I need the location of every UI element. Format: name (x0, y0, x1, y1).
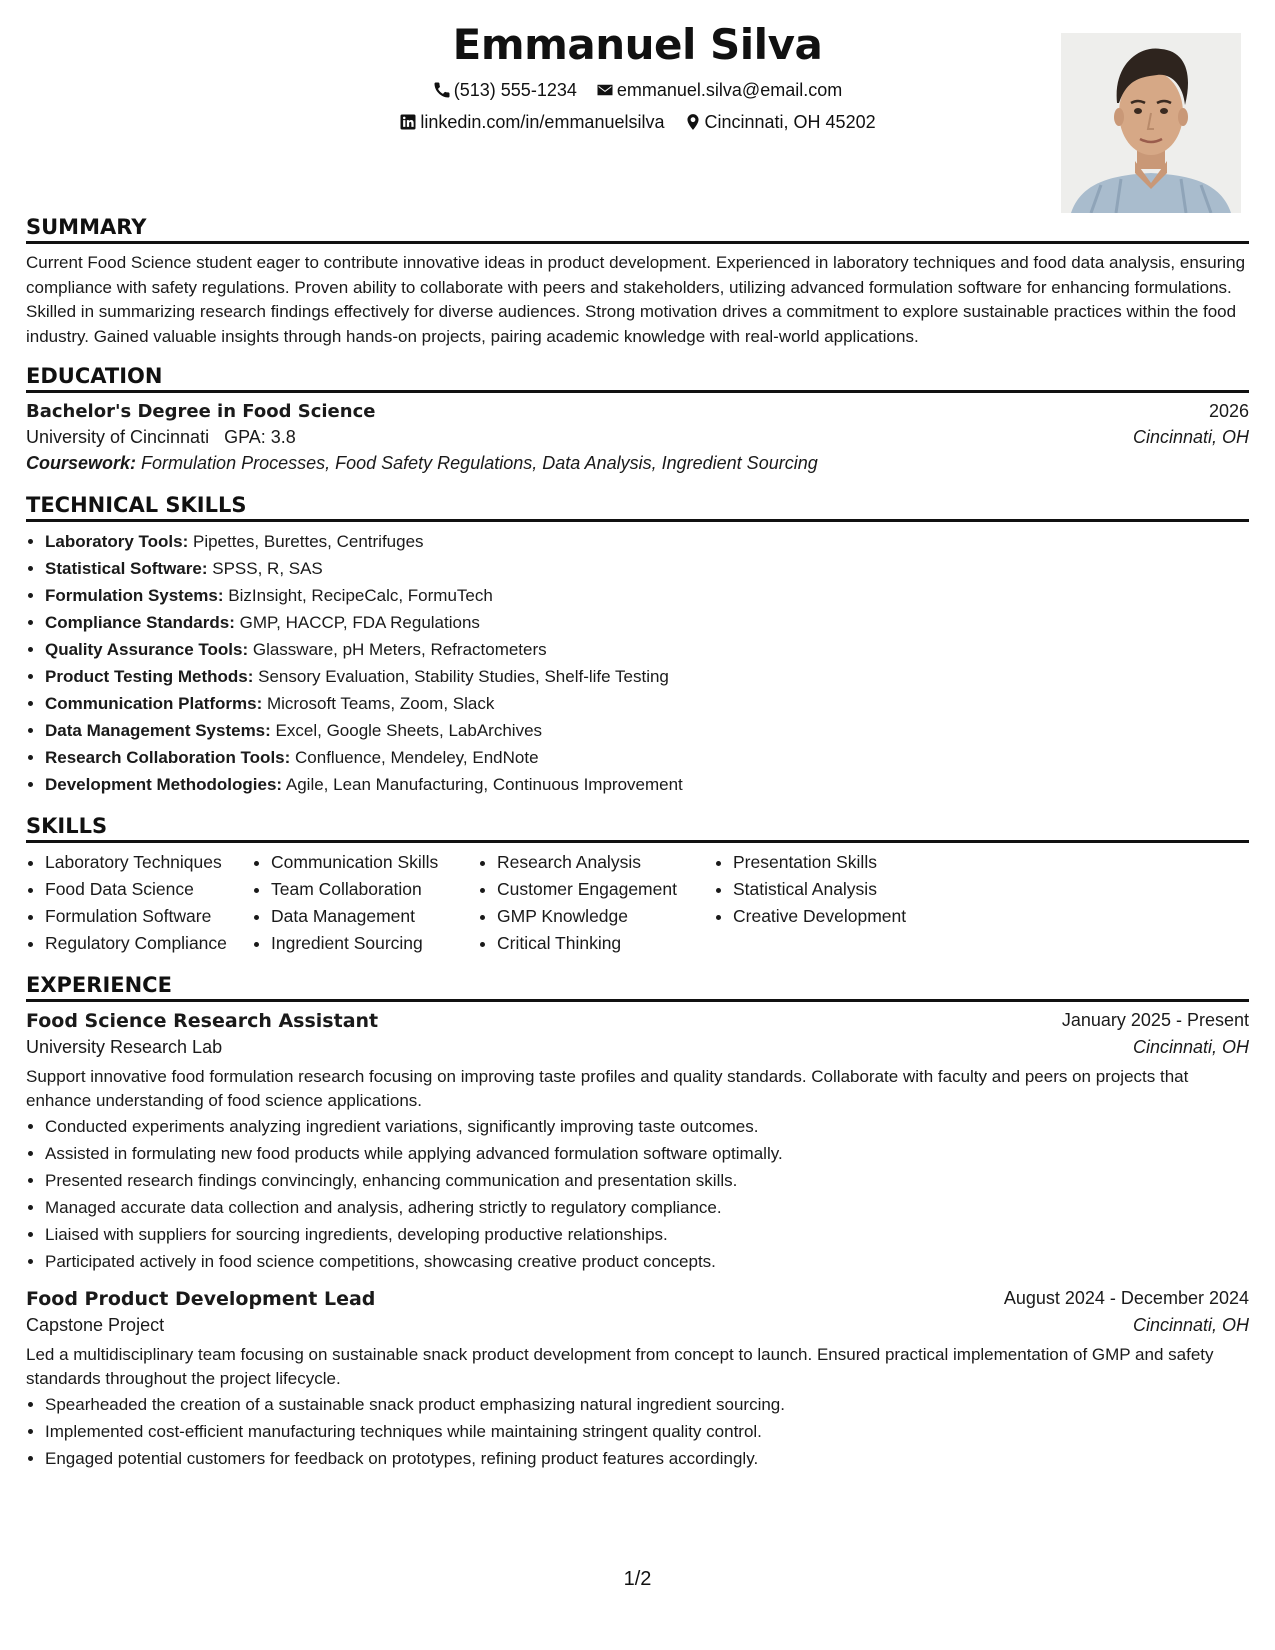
skill-value: Glassware, pH Meters, Refractometers (252, 640, 547, 659)
list-item: • Participated actively in food science competitions, showcasing creative product concepts. (45, 1248, 1249, 1275)
list-item: • Customer Engagement (497, 876, 714, 903)
profile-photo (1061, 33, 1241, 213)
list-item: • Statistical Analysis (733, 876, 963, 903)
summary-section (26, 215, 1249, 349)
job-organization: University Research Lab (26, 1037, 223, 1057)
skills-grid (26, 849, 1249, 957)
job-header-row (26, 1010, 1249, 1032)
email-text: emmanuel.silva@email.com (616, 80, 843, 100)
gpa-text: GPA: 3.8 (224, 427, 296, 447)
school-line (26, 427, 296, 448)
list-item: • Critical Thinking (497, 930, 714, 957)
degree-title: Bachelor's Degree in Food Science (26, 401, 376, 422)
skills-section (26, 814, 1249, 957)
list-item: • Presented research findings convincingly, enhancing communication and presentation skills. (45, 1167, 1249, 1194)
list-item: • Data Management (271, 903, 478, 930)
list-item: • Assisted in formulating new food products while applying advanced formulation software optimally. (45, 1140, 1249, 1167)
job-description: Led a multidisciplinary team focusing on sustainable snack product development from concept to launch. Ensured practical implementation of GMP and safety standards throughout the project lifecycle. (26, 1345, 1214, 1388)
skill-value: SPSS, R, SAS (212, 559, 323, 578)
list-item (45, 555, 1249, 582)
job-dates: January 2025 - Present (1061, 1010, 1249, 1030)
skill-value: Microsoft Teams, Zoom, Slack (266, 694, 495, 713)
education-row-1 (26, 401, 1249, 422)
list-item: • Communication Skills (271, 849, 478, 876)
resume-page (26, 0, 1249, 1650)
skill-label: Development Methodologies: (45, 775, 283, 794)
list-item: • Implemented cost-efficient manufacturing techniques while maintaining stringent quality control. (45, 1418, 1249, 1445)
education-section (26, 364, 1249, 474)
job-bullets (26, 1391, 1249, 1472)
list-item (45, 744, 1249, 771)
job-location: Cincinnati, OH (1132, 1037, 1249, 1057)
summary-text: Current Food Science student eager to contribute innovative ideas in product development. Experienced in laboratory techniques and food data analysis, ensuring compliance with safety regulations. Proven ability to collaborate with peers and stakeholders, utilizing advanced formulation software for enhancing formulations. Skilled in summarizing research findings effectively for diverse audiences. Strong motivation drives a commitment to explore sustainable practices within the food industry. Gained valuable insights through hands-on projects, pairing academic knowledge with real-world applications. (26, 253, 1246, 346)
coursework-label: Coursework: (26, 453, 137, 473)
list-item: • GMP Knowledge (497, 903, 714, 930)
skill-label: Laboratory Tools: (45, 532, 189, 551)
list-item: • Presentation Skills (733, 849, 963, 876)
list-item: • Regulatory Compliance (45, 930, 252, 957)
job-org-row (26, 1315, 1249, 1336)
list-item: • Research Analysis (497, 849, 714, 876)
list-item (45, 582, 1249, 609)
skill-value: BizInsight, RecipeCalc, FormuTech (228, 586, 493, 605)
list-item (45, 771, 1249, 798)
list-item: • Liaised with suppliers for sourcing ingredients, developing productive relationships. (45, 1221, 1249, 1248)
skills-column-4 (714, 849, 963, 957)
list-item (45, 717, 1249, 744)
skill-label: Quality Assurance Tools: (45, 640, 249, 659)
resume-header (26, 0, 1249, 215)
skill-label: Compliance Standards: (45, 613, 235, 632)
linkedin-contact[interactable] (399, 112, 664, 133)
profile-photo-image (1061, 33, 1241, 213)
education-heading: EDUCATION (26, 364, 1249, 393)
list-item: • Conducted experiments analyzing ingredient variations, significantly improving taste outcomes. (45, 1113, 1249, 1140)
phone-text: (513) 555-1234 (453, 80, 577, 100)
coursework-text: Formulation Processes, Food Safety Regulations, Data Analysis, Ingredient Sourcing (141, 453, 818, 473)
list-item: • Engaged potential customers for feedback on prototypes, refining product features accordingly. (45, 1445, 1249, 1472)
list-item: • Formulation Software (45, 903, 252, 930)
school-name: University of Cincinnati (26, 427, 210, 447)
skill-value: GMP, HACCP, FDA Regulations (239, 613, 480, 632)
location-text: Cincinnati, OH 45202 (704, 112, 876, 132)
skill-value: Excel, Google Sheets, LabArchives (275, 721, 543, 740)
experience-heading: EXPERIENCE (26, 973, 1249, 1002)
list-item (45, 663, 1249, 690)
list-item (45, 636, 1249, 663)
linkedin-icon (399, 113, 417, 131)
skills-heading: SKILLS (26, 814, 1249, 843)
job-location: Cincinnati, OH (1132, 1315, 1249, 1335)
job-dates: August 2024 - December 2024 (1003, 1288, 1249, 1308)
experience-entry-1 (26, 1010, 1249, 1275)
list-item (45, 609, 1249, 636)
skill-value: Sensory Evaluation, Stability Studies, Shelf-life Testing (258, 667, 669, 686)
location-contact (684, 112, 876, 133)
job-organization: Capstone Project (26, 1315, 165, 1335)
page-number: 1/2 (623, 1568, 652, 1590)
skill-label: Statistical Software: (45, 559, 208, 578)
job-description: Support innovative food formulation research focusing on improving taste profiles and quality standards. Collaborate with faculty and peers on projects that enhance understanding of food science applications. (26, 1067, 1189, 1110)
list-item: • Team Collaboration (271, 876, 478, 903)
education-row-2 (26, 427, 1249, 448)
skill-value: Agile, Lean Manufacturing, Continuous Improvement (285, 775, 683, 794)
job-bullets (26, 1113, 1249, 1275)
linkedin-text: linkedin.com/in/emmanuelsilva (420, 112, 665, 132)
envelope-icon (596, 81, 614, 99)
skill-label: Data Management Systems: (45, 721, 271, 740)
map-pin-icon (684, 113, 702, 131)
education-location: Cincinnati, OH (1132, 427, 1249, 447)
phone-icon (433, 81, 451, 99)
skills-column-2 (252, 849, 478, 957)
candidate-name: Emmanuel Silva (452, 20, 823, 69)
technical-skills-list (26, 528, 1249, 798)
phone-contact[interactable] (433, 80, 577, 101)
technical-skills-section (26, 493, 1249, 798)
skill-label: Product Testing Methods: (45, 667, 254, 686)
list-item: • Ingredient Sourcing (271, 930, 478, 957)
list-item: • Managed accurate data collection and analysis, adhering strictly to regulatory compliance. (45, 1194, 1249, 1221)
email-contact[interactable] (596, 80, 842, 101)
skill-value: Confluence, Mendeley, EndNote (295, 748, 539, 767)
list-item (45, 690, 1249, 717)
list-item (45, 528, 1249, 555)
graduation-year: 2026 (1208, 401, 1249, 421)
skill-label: Formulation Systems: (45, 586, 224, 605)
job-org-row (26, 1037, 1249, 1058)
skill-label: Research Collaboration Tools: (45, 748, 291, 767)
skills-column-3 (478, 849, 714, 957)
list-item: • Spearheaded the creation of a sustainable snack product emphasizing natural ingredient sourcing. (45, 1391, 1249, 1418)
coursework-line (26, 453, 1249, 474)
job-title: Food Science Research Assistant (26, 1010, 379, 1032)
technical-skills-heading: TECHNICAL SKILLS (26, 493, 1249, 522)
skill-label: Communication Platforms: (45, 694, 263, 713)
job-title: Food Product Development Lead (26, 1288, 376, 1310)
skill-value: Pipettes, Burettes, Centrifuges (192, 532, 424, 551)
skills-column-1 (26, 849, 252, 957)
job-header-row (26, 1288, 1249, 1310)
experience-entry-2 (26, 1288, 1249, 1472)
experience-section (26, 973, 1249, 1472)
list-item: • Food Data Science (45, 876, 252, 903)
summary-heading: SUMMARY (26, 215, 1249, 244)
list-item: • Laboratory Techniques (45, 849, 252, 876)
list-item: • Creative Development (733, 903, 963, 930)
